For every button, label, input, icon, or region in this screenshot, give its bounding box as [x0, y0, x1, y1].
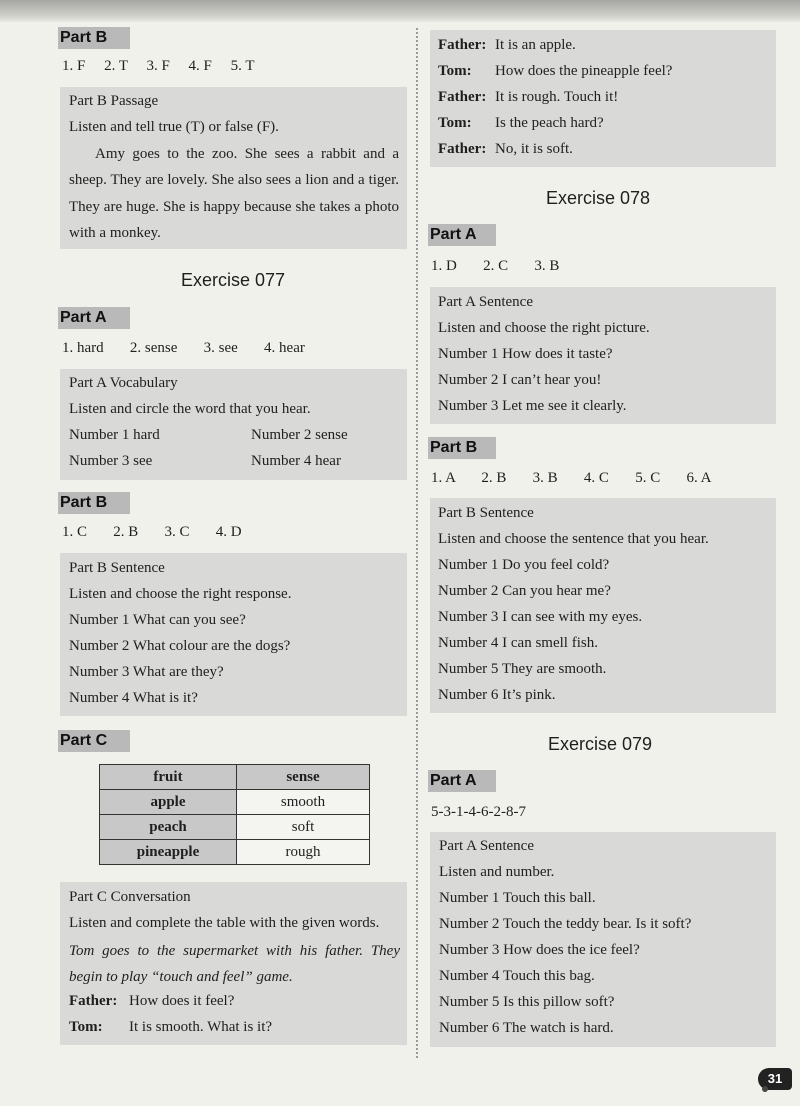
dialog-speaker: Father: [438, 89, 487, 105]
ex079-part-a-answers: 5-3-1-4-6-2-8-7 [431, 804, 526, 820]
sentence-item: Number 5 Is this pillow soft? [439, 994, 615, 1010]
sentence-item: Number 1 How does it taste? [438, 346, 613, 362]
page-top-edge [0, 0, 800, 22]
ex079-part-a-label: Part A [428, 770, 496, 792]
vocab-item: Number 2 sense [251, 427, 348, 443]
ex078-part-a-answers: 1. D 2. C 3. B [431, 258, 560, 274]
conversation-instruction: Listen and complete the table with the given words. [69, 915, 380, 931]
speaker-icon [762, 1086, 768, 1092]
table-row [100, 840, 370, 865]
ex078-part-b-label: Part B [428, 437, 496, 459]
sentence-heading: Part B Sentence [438, 505, 534, 521]
ex077-part-b-label: Part B [58, 492, 130, 514]
sentence-item: Number 4 I can smell fish. [438, 635, 598, 651]
sentence-item: Number 2 I can’t hear you! [438, 372, 602, 388]
sentence-instruction: Listen and choose the right picture. [438, 320, 650, 336]
sentence-instruction: Listen and choose the sentence that you hear. [438, 531, 709, 547]
sentence-item: Number 1 Do you feel cold? [438, 557, 610, 573]
column-divider [416, 28, 418, 1058]
passage-heading: Part B Passage [69, 93, 159, 109]
sentence-item: Number 1 Touch this ball. [439, 890, 596, 906]
sentence-item: Number 1 What can you see? [69, 612, 246, 628]
fruit-sense-table [99, 764, 370, 865]
dialog-text: How does it feel? [129, 993, 235, 1009]
sentence-item: Number 6 It’s pink. [438, 687, 556, 703]
vocab-item: Number 3 see [69, 453, 153, 469]
sentence-item: Number 6 The watch is hard. [439, 1020, 614, 1036]
page-number: 31 [758, 1068, 792, 1090]
table-cell: pineapple [100, 840, 237, 865]
sentence-item: Number 4 Touch this bag. [439, 968, 595, 984]
dialog-text: It is smooth. What is it? [129, 1019, 273, 1035]
ex078-part-a-label: Part A [428, 224, 496, 246]
vocab-item: Number 1 hard [69, 427, 160, 443]
exercise-077-title: Exercise 077 [181, 270, 286, 290]
dialog-text: It is an apple. [495, 37, 576, 53]
vocab-heading: Part A Vocabulary [69, 375, 178, 391]
ex077-part-a-label: Part A [58, 307, 130, 329]
sentence-item: Number 5 They are smooth. [438, 661, 607, 677]
dialog-speaker: Tom: [69, 1019, 103, 1035]
dialog-speaker: Tom: [438, 63, 472, 79]
dialog-speaker: Tom: [438, 115, 472, 131]
sentence-item: Number 3 I can see with my eyes. [438, 609, 643, 625]
vocab-instruction: Listen and circle the word that you hear. [69, 401, 311, 417]
passage-instruction: Listen and tell true (T) or false (F). [69, 119, 279, 135]
table-header-cell: sense [237, 765, 370, 790]
table-cell: soft [237, 815, 370, 840]
ex077-part-c-label: Part C [58, 730, 130, 752]
sentence-item: Number 2 What colour are the dogs? [69, 638, 291, 654]
table-row [100, 790, 370, 815]
vocab-item: Number 4 hear [251, 453, 341, 469]
sentence-instruction: Listen and choose the right response. [69, 586, 292, 602]
passage-text: Amy goes to the zoo. She sees a rabbit and a sheep. They are lovely. She also sees a lion and a tiger. They are huge. She is happy because she takes a photo with a monkey. [69, 146, 399, 241]
dialog-text: It is rough. Touch it! [495, 89, 619, 105]
sentence-heading: Part A Sentence [439, 838, 534, 854]
exercise-078-title: Exercise 078 [546, 188, 651, 208]
ex078-part-b-answers: 1. A 2. B 3. B 4. C 5. C 6. A [431, 470, 712, 486]
conversation-story: Tom goes to the supermarket with his father. They begin to play “touch and feel” game. [69, 943, 400, 986]
sentence-item: Number 3 How does the ice feel? [439, 942, 640, 958]
ex077-part-b-answers: 1. C 2. B 3. C 4. D [62, 524, 242, 540]
dialog-text: How does the pineapple feel? [495, 63, 673, 79]
sentence-item: Number 2 Touch the teddy bear. Is it soft? [439, 916, 692, 932]
sentence-item: Number 2 Can you hear me? [438, 583, 611, 599]
table-header-row [100, 765, 370, 790]
table-cell: rough [237, 840, 370, 865]
dialog-text: No, it is soft. [495, 141, 573, 157]
dialog-speaker: Father: [69, 993, 118, 1009]
ex077-part-a-answers: 1. hard 2. sense 3. see 4. hear [62, 340, 305, 356]
part-b-answers: 1. F 2. T 3. F 4. F 5. T [62, 58, 255, 74]
sentence-instruction: Listen and number. [439, 864, 555, 880]
table-row [100, 815, 370, 840]
conversation-heading: Part C Conversation [69, 889, 191, 905]
dialog-speaker: Father: [438, 37, 487, 53]
table-cell: apple [100, 790, 237, 815]
sentence-item: Number 4 What is it? [69, 690, 198, 706]
sentence-heading: Part A Sentence [438, 294, 533, 310]
part-b-label: Part B [58, 27, 130, 49]
dialog-speaker: Father: [438, 141, 487, 157]
sentence-item: Number 3 Let me see it clearly. [438, 398, 627, 414]
table-cell: peach [100, 815, 237, 840]
sentence-item: Number 3 What are they? [69, 664, 224, 680]
sentence-heading: Part B Sentence [69, 560, 165, 576]
dialog-text: Is the peach hard? [495, 115, 604, 131]
exercise-079-title: Exercise 079 [548, 734, 653, 754]
table-cell: smooth [237, 790, 370, 815]
table-header-cell: fruit [100, 765, 237, 790]
